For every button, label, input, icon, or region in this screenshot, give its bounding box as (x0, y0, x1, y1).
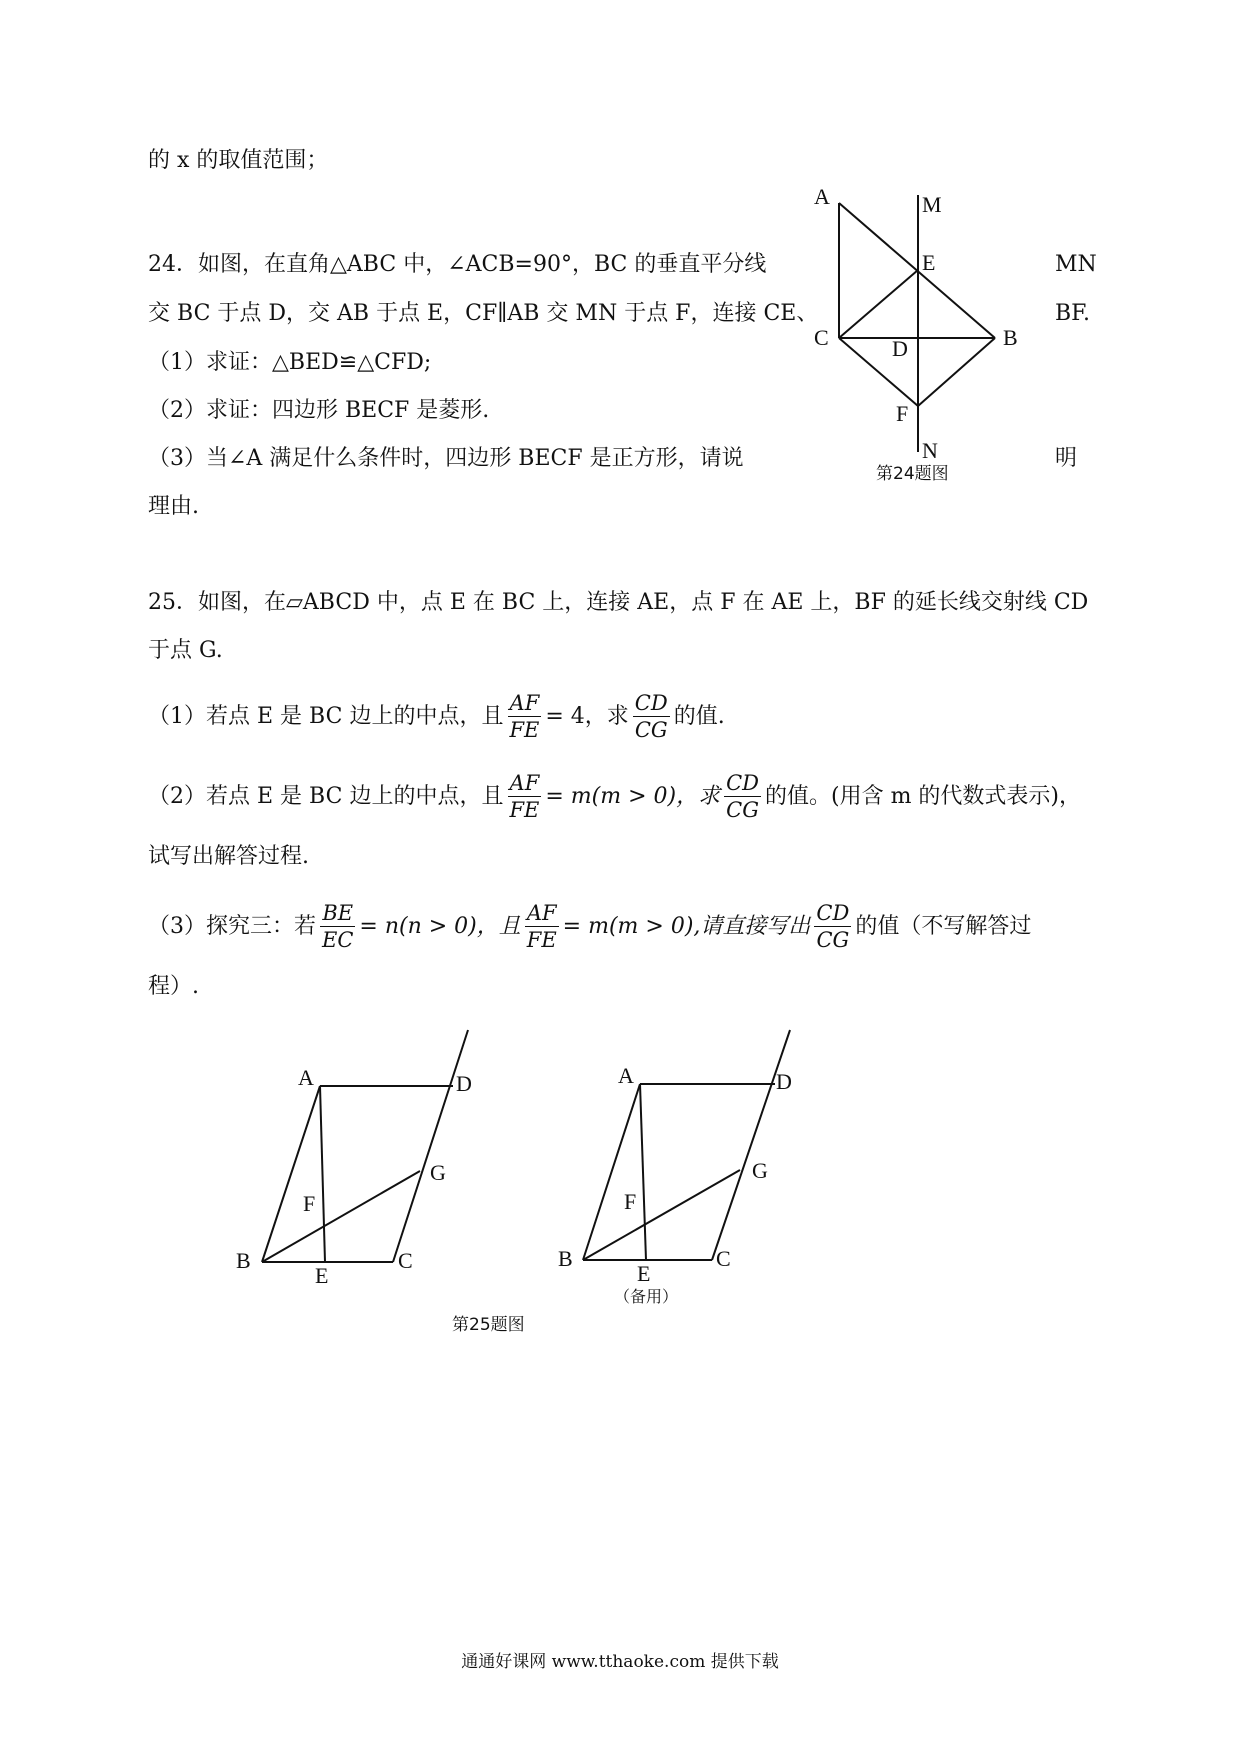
label-G: G (430, 1160, 446, 1185)
q24-part2: （2）求证：四边形 BECF 是菱形. (148, 398, 490, 423)
label-E: E (637, 1261, 651, 1286)
fraction-af-fe: $\frac{AF}{FE}$ (509, 691, 540, 742)
q25-p1-end: 的值. (673, 703, 725, 729)
q25-part3 (148, 900, 1031, 953)
ray-CD (393, 1030, 468, 1262)
label-G: G (752, 1158, 768, 1183)
segment-AE (320, 1086, 325, 1262)
footer: 通通好课网 www.tthaoke.com 提供下载 (461, 1652, 779, 1672)
q25-p2-text: （2）若点 E 是 BC 边上的中点，且 (148, 783, 504, 809)
label-A: A (298, 1065, 314, 1090)
label-B: B (558, 1246, 573, 1271)
fraction-be-ec: $\frac{BE}{EC}$ (322, 901, 354, 952)
segment-CE (839, 270, 918, 338)
fraction-af-fe: $\frac{AF}{FE}$ (526, 901, 557, 952)
q24-line2: 交 BC 于点 D，交 AB 于点 E，CF∥AB 交 MN 于点 F，连接 CE、 (148, 301, 819, 326)
label-F: F (624, 1189, 637, 1214)
spare-caption: （备用） (614, 1287, 679, 1306)
label-F: F (896, 401, 909, 426)
fraction-af-fe: $\frac{AF}{FE}$ (509, 771, 540, 822)
label-C: C (398, 1248, 413, 1273)
q24-part3: （3）当∠A 满足什么条件时，四边形 BECF 是正方形，请说 (148, 446, 744, 471)
q24-line1-tail: MN (1055, 252, 1097, 277)
segment-BG (262, 1171, 420, 1262)
q25-figure-main (225, 1025, 535, 1355)
label-N: N (922, 438, 938, 463)
ray-CD (712, 1030, 790, 1260)
q24-line2-tail: BF. (1055, 301, 1090, 326)
q25-p3-eq1: = n(n > 0)，且 (359, 913, 521, 939)
label-E: E (922, 250, 936, 275)
label-C: C (716, 1246, 731, 1271)
q25-p1-text: （1）若点 E 是 BC 边上的中点，且 (148, 703, 504, 729)
label-F: F (303, 1191, 316, 1216)
label-D: D (776, 1069, 792, 1094)
q25-part2-cont: 试写出解答过程. (148, 844, 309, 869)
q25-p1-eq: = 4，求 (545, 703, 629, 729)
q24-line1: 24．如图，在直角△ABC 中，∠ACB=90°，BC 的垂直平分线 (148, 252, 767, 277)
label-E: E (315, 1263, 329, 1288)
q25-p2-eq: = m(m > 0)，求 (545, 783, 721, 809)
q25-caption: 第25题图 (452, 1315, 525, 1335)
q25-part3-cont: 程）. (148, 974, 199, 999)
q24-part3-cont: 理由. (148, 494, 199, 519)
q25-figure-spare (548, 1025, 808, 1315)
q25-p2-end: 的值。(用含 m 的代数式表示)， (765, 783, 1082, 809)
fraction-cd-cg: $\frac{CD}{CG}$ (726, 771, 759, 822)
continued-line: 的 x 的取值范围； (148, 148, 329, 173)
q24-part3-tail: 明 (1055, 446, 1078, 471)
segment-BF (918, 338, 995, 406)
label-A: A (618, 1063, 634, 1088)
label-C: C (814, 325, 829, 350)
q24-caption: 第24题图 (876, 464, 949, 484)
q25-p3-end: 的值（不写解答过 (855, 913, 1032, 939)
q25-part1 (148, 690, 725, 743)
label-B: B (1003, 325, 1018, 350)
q25-line1: 25．如图，在▱ABCD 中，点 E 在 BC 上，连接 AE，点 F 在 AE 上，BF 的延长线交射线 CD (148, 590, 1089, 615)
segment-AB (262, 1086, 320, 1262)
q25-line2: 于点 G. (148, 638, 223, 663)
q24-part1: （1）求证：△BED≌△CFD; (148, 350, 432, 375)
fraction-cd-cg: $\frac{CD}{CG}$ (816, 901, 850, 952)
q24-figure (800, 180, 1040, 490)
label-A: A (814, 184, 830, 209)
fraction-cd-cg: $\frac{CD}{CG}$ (634, 691, 668, 742)
q25-p3-eq2: = m(m > 0),请直接写出 (562, 913, 811, 939)
segment-AE (640, 1084, 646, 1260)
q25-p3-text: （3）探究三：若 (148, 913, 316, 939)
label-D: D (892, 336, 908, 361)
label-D: D (456, 1071, 472, 1096)
segment-AB (583, 1084, 640, 1260)
label-M: M (922, 192, 942, 217)
label-B: B (236, 1248, 251, 1273)
q25-part2 (148, 770, 1081, 823)
